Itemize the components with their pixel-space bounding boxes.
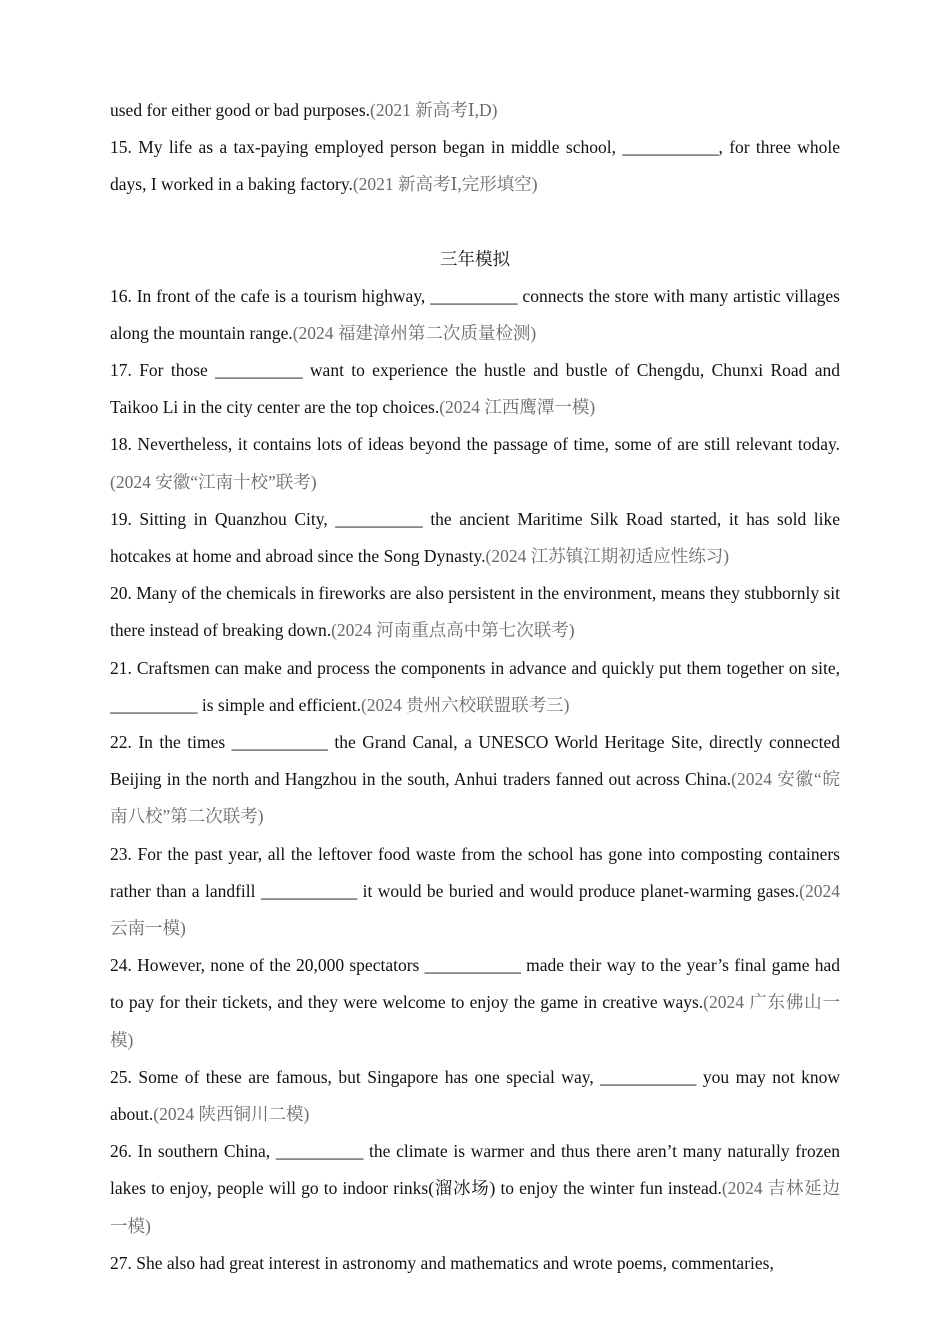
question-source: (2024 江西鹰潭一模) (439, 397, 596, 418)
question-text: 19. Sitting in Quanzhou City, __________ the ancient Maritime Silk Road started, it has sold like hotcakes at home and abroad since the Song Dynasty. (110, 508, 840, 567)
question-16 (110, 278, 840, 352)
question-text: 20. Many of the chemicals in fireworks are also persistent in the environment, means they stubbornly sit there instead of breaking down. (110, 583, 840, 641)
question-27 (110, 1245, 840, 1282)
question-text: 17. For those __________ want to experience the hustle and bustle of Chengdu, Chunxi Road and Taikoo Li in the city center are the top choices. (110, 360, 840, 418)
question-19 (110, 501, 840, 575)
question-source: (2021 新高考Ⅰ,D) (370, 100, 498, 120)
question-text: 26. In southern China, __________ the climate is warmer and thus there aren’t many naturally frozen lakes to enjoy, people will go to indoor rinks(溜冰场) to enjoy the winter fun instead. (110, 1141, 840, 1199)
question-text: 18. Nevertheless, it contains lots of ideas beyond the passage of time, some of are still relevant today. (110, 434, 840, 455)
question-text: 16. In front of the cafe is a tourism highway, __________ connects the store with many artistic villages along the mountain range. (110, 285, 840, 343)
question-26 (110, 1133, 840, 1245)
question-source: (2024 广东佛山一模) (110, 992, 841, 1050)
section-title: 三年模拟 (440, 248, 510, 269)
question-17 (110, 352, 840, 426)
question-text: 22. In the times ___________ the Grand Canal, a UNESCO World Heritage Site, directly connected Beijing in the north and Hangzhou in the south, Anhui traders fanned out across China. (110, 732, 840, 790)
question-text: 27. She also had great interest in astronomy and mathematics and wrote poems, commentaries, (110, 1252, 774, 1273)
section-spacer (110, 204, 840, 241)
question-text: 21. Craftsmen can make and process the components in advance and quickly put them together on site, __________ is simple and efficient. (110, 657, 840, 715)
question-text: 25. Some of these are famous, but Singapore has one special way, ___________ you may not know about. (110, 1066, 840, 1125)
question-source: (2024 江苏镇江期初适应性练习) (485, 546, 730, 567)
question-18 (110, 426, 840, 500)
question-20 (110, 575, 840, 649)
question-text: 23. For the past year, all the leftover food waste from the school has gone into composting containers rather than a landfill ___________ it would be buried and would produce planet-warming gases. (110, 843, 840, 901)
question-source: (2024 陕西铜川二模) (153, 1104, 310, 1125)
question-text: 24. However, none of the 20,000 spectators ___________ made their way to the year’s final game had to pay for their tickets, and they were welcome to enjoy the game in creative ways. (110, 955, 840, 1013)
question-source: (2024 吉林延边一模) (110, 1178, 841, 1236)
question-source: (2021 新高考Ⅰ,完形填空) (352, 174, 538, 195)
question-source: (2024 河南重点高中第七次联考) (331, 620, 575, 641)
question-22 (110, 724, 840, 836)
question-21 (110, 650, 840, 724)
question-15 (110, 129, 840, 203)
question-text: used for either good or bad purposes. (110, 100, 371, 120)
question-text: 15. My life as a tax-paying employed person began in middle school, ___________, for three whole days, I worked in a baking factory. (110, 137, 840, 195)
question-source: (2024 贵州六校联盟联考三) (360, 694, 570, 715)
document-page (110, 92, 840, 1282)
question-23 (110, 836, 840, 948)
question-25 (110, 1059, 840, 1133)
question-24 (110, 947, 840, 1059)
question-source: (2024 安徽“江南十校”联考) (110, 471, 317, 492)
question-source: (2024 云南一模) (110, 880, 840, 939)
question-14-continuation (110, 92, 840, 129)
question-source: (2024 安徽“皖南八校”第二次联考) (110, 769, 840, 827)
question-source: (2024 福建漳州第二次质量检测) (292, 322, 537, 343)
